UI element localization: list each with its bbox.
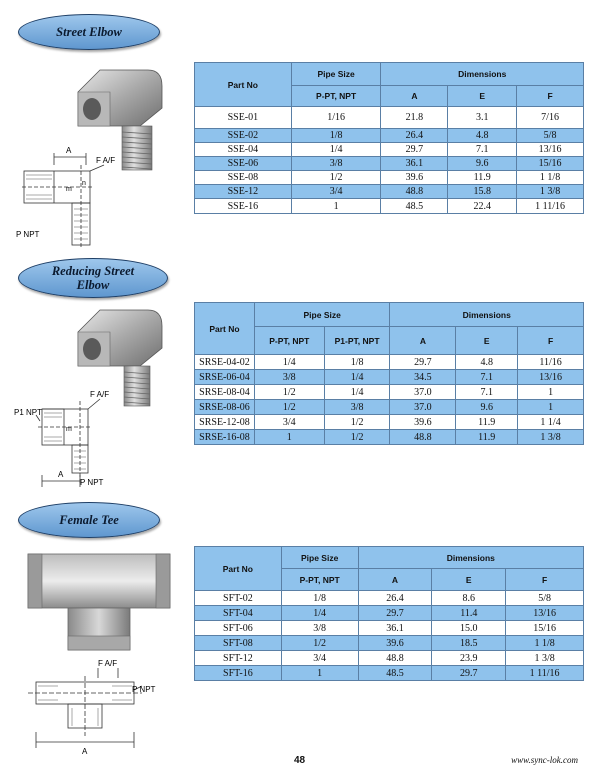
cell-a: 39.6 [390,415,456,430]
cell-part: SRSE-16-08 [195,430,255,445]
cell-p1: 1/2 [324,430,390,445]
table-row [195,157,584,171]
table-row [195,385,584,400]
cell-f: 1 3/8 [518,430,584,445]
cell-p: 1/2 [254,400,324,415]
table-row [195,430,584,445]
cell-e: 29.7 [432,666,506,681]
header-e: E [432,569,506,591]
cell-p: 1 [254,430,324,445]
cell-part: SSE-01 [195,107,292,129]
header-p1-pt-npt: P1-PT, NPT [324,327,390,355]
street-elbow-table [194,62,584,214]
street-elbow-dimension-drawing [14,145,124,250]
dim-label-p: P NPT [16,230,40,239]
cell-p: 1/16 [291,107,381,129]
section-title-line2: Elbow [76,278,110,292]
cell-p: 1/8 [291,129,381,143]
cell-p: 1 [281,666,358,681]
cell-f: 1 3/8 [506,651,584,666]
cell-part: SSE-08 [195,171,292,185]
cell-part: SSE-02 [195,129,292,143]
header-e: E [456,327,518,355]
cell-p: 1/4 [281,606,358,621]
table-row [195,370,584,385]
dim-label-p1: P1 NPT [14,408,43,417]
cell-f: 1 3/8 [517,185,584,199]
cell-part: SSE-16 [195,199,292,214]
cell-p: 3/8 [291,157,381,171]
header-p-pt-npt: P-PT, NPT [291,86,381,107]
cell-e: 4.8 [448,129,517,143]
cell-f: 1 [518,385,584,400]
cell-p1: 1/4 [324,370,390,385]
cell-part: SFT-16 [195,666,282,681]
cell-a: 21.8 [381,107,448,129]
cell-a: 36.1 [358,621,432,636]
header-a: A [390,327,456,355]
cell-p1: 3/8 [324,400,390,415]
cell-a: 48.5 [358,666,432,681]
cell-e: 7.1 [456,370,518,385]
female-tee-photo [24,548,174,652]
cell-a: 48.8 [358,651,432,666]
cell-a: 29.7 [358,606,432,621]
cell-a: 37.0 [390,400,456,415]
table-row [195,666,584,681]
cell-a: 26.4 [381,129,448,143]
cell-f: 11/16 [518,355,584,370]
cell-a: 26.4 [358,591,432,606]
cell-e: 7.1 [456,385,518,400]
cell-f: 13/16 [518,370,584,385]
dim-label-a: A [66,146,72,155]
cell-f: 7/16 [517,107,584,129]
section-title-text: Female Tee [59,513,119,527]
cell-part: SRSE-12-08 [195,415,255,430]
cell-part: SRSE-06-04 [195,370,255,385]
cell-a: 39.6 [358,636,432,651]
header-dimensions: Dimensions [381,63,584,86]
cell-e: 15.8 [448,185,517,199]
dim-label-f: F A/F [98,659,118,668]
cell-p: 3/8 [254,370,324,385]
table-row [195,621,584,636]
cell-part: SSE-04 [195,143,292,157]
header-pipe-size: Pipe Size [254,303,390,327]
dim-label-n: n [82,180,86,187]
cell-part: SFT-08 [195,636,282,651]
cell-f: 1 1/8 [506,636,584,651]
dim-label-f: F A/F [96,156,116,165]
header-dimensions: Dimensions [390,303,584,327]
cell-f: 5/8 [506,591,584,606]
cell-p: 1/2 [254,385,324,400]
cell-part: SSE-06 [195,157,292,171]
header-dimensions: Dimensions [358,547,583,569]
table-row [195,107,584,129]
cell-a: 48.8 [381,185,448,199]
cell-p: 1/4 [291,143,381,157]
section-title-female-tee [18,502,160,538]
cell-e: 22.4 [448,199,517,214]
header-a: A [381,86,448,107]
dim-label-m: m [66,186,72,193]
dim-label-p: P NPT [80,478,104,487]
header-f: F [506,569,584,591]
cell-a: 37.0 [390,385,456,400]
cell-part: SFT-02 [195,591,282,606]
cell-e: 23.9 [432,651,506,666]
table-row [195,415,584,430]
dim-label-a: A [58,470,64,479]
cell-f: 1 11/16 [506,666,584,681]
section-title-text: Street Elbow [56,25,122,39]
header-f: F [517,86,584,107]
cell-e: 11.4 [432,606,506,621]
cell-a: 29.7 [390,355,456,370]
header-p-pt-npt: P-PT, NPT [254,327,324,355]
header-f: F [518,327,584,355]
table-row [195,355,584,370]
reducing-street-elbow-table [194,302,584,445]
section-title-street-elbow [18,14,160,50]
cell-part: SSE-12 [195,185,292,199]
cell-p: 3/4 [254,415,324,430]
cell-f: 13/16 [506,606,584,621]
header-part-no: Part No [195,303,255,355]
header-e: E [448,86,517,107]
table-row [195,199,584,214]
cell-e: 15.0 [432,621,506,636]
cell-f: 1 1/8 [517,171,584,185]
cell-e: 8.6 [432,591,506,606]
dim-label-f: F A/F [90,390,110,399]
website-link[interactable]: www.sync-lok.com [511,755,578,765]
section-title-reducing-street-elbow [18,258,168,298]
cell-p: 1 [291,199,381,214]
header-a: A [358,569,432,591]
cell-f: 1 1/4 [518,415,584,430]
cell-a: 34.5 [390,370,456,385]
cell-p: 1/2 [291,171,381,185]
female-tee-dimension-drawing [14,656,164,756]
section-title-line1: Reducing Street [51,264,135,278]
cell-e: 3.1 [448,107,517,129]
cell-p: 1/4 [254,355,324,370]
dim-label-p: P NPT [132,685,156,694]
cell-f: 1 [518,400,584,415]
dim-label-a: A [82,747,88,756]
header-part-no: Part No [195,63,292,107]
cell-f: 15/16 [517,157,584,171]
cell-e: 4.8 [456,355,518,370]
cell-f: 5/8 [517,129,584,143]
cell-e: 11.9 [448,171,517,185]
table-row [195,171,584,185]
reducing-street-elbow-dimension-drawing [14,385,124,490]
table-row [195,636,584,651]
table-row [195,591,584,606]
table-row [195,185,584,199]
table-row [195,400,584,415]
cell-p: 1/8 [281,591,358,606]
female-tee-table [194,546,584,681]
header-pipe-size: Pipe Size [281,547,358,569]
cell-f: 1 11/16 [517,199,584,214]
cell-p: 3/4 [291,185,381,199]
table-row [195,143,584,157]
header-p-pt-npt: P-PT, NPT [281,569,358,591]
cell-p: 1/2 [281,636,358,651]
cell-e: 18.5 [432,636,506,651]
cell-e: 9.6 [456,400,518,415]
table-row [195,606,584,621]
cell-part: SFT-04 [195,606,282,621]
cell-e: 11.9 [456,430,518,445]
cell-p1: 1/2 [324,415,390,430]
cell-a: 48.5 [381,199,448,214]
cell-p1: 1/4 [324,385,390,400]
cell-p: 3/8 [281,621,358,636]
page-number: 48 [294,755,306,766]
cell-e: 9.6 [448,157,517,171]
cell-f: 13/16 [517,143,584,157]
cell-a: 48.8 [390,430,456,445]
cell-e: 7.1 [448,143,517,157]
cell-a: 39.6 [381,171,448,185]
cell-a: 29.7 [381,143,448,157]
cell-part: SFT-12 [195,651,282,666]
cell-f: 15/16 [506,621,584,636]
cell-part: SRSE-04-02 [195,355,255,370]
cell-part: SFT-06 [195,621,282,636]
header-pipe-size: Pipe Size [291,63,381,86]
cell-p: 3/4 [281,651,358,666]
cell-p1: 1/8 [324,355,390,370]
cell-part: SRSE-08-06 [195,400,255,415]
cell-part: SRSE-08-04 [195,385,255,400]
dim-label-m: m [66,426,72,433]
cell-a: 36.1 [381,157,448,171]
table-row [195,129,584,143]
table-row [195,651,584,666]
cell-e: 11.9 [456,415,518,430]
header-part-no: Part No [195,547,282,591]
